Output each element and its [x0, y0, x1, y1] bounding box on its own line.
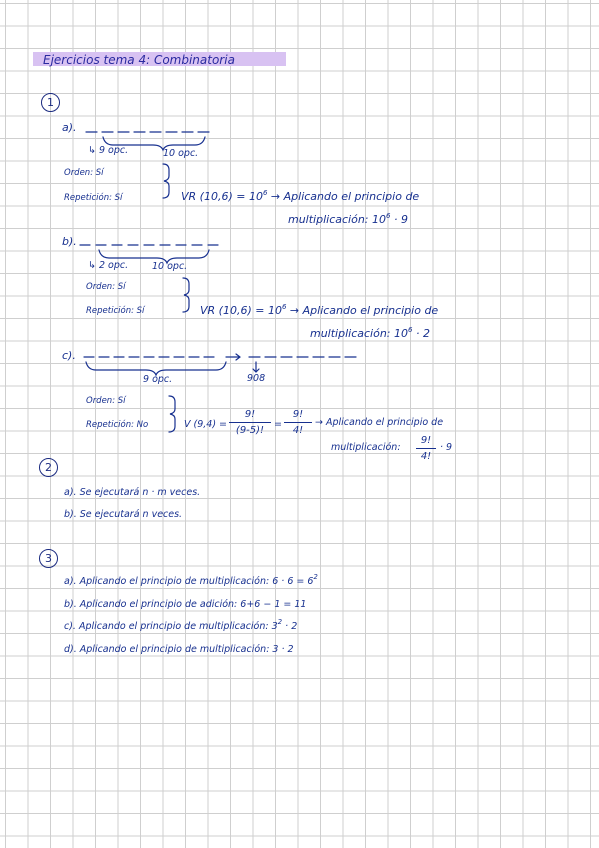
ex1-c-equals: = — [274, 419, 282, 430]
ex3-c-base: c). Aplicando el principio de multiplicación: 3 — [64, 621, 278, 632]
ex1-c-fixed: 908 — [247, 373, 266, 384]
ex1-b-line2-exp: 6 — [408, 326, 413, 334]
ex1-c-frac1-num: 9! — [244, 409, 256, 420]
exercise-2-number: 2 — [39, 458, 58, 477]
ex1-a-arrow-text: → Aplicando el principio de — [270, 190, 420, 203]
ex3-d: d). Aplicando el principio de multiplicación: 3 · 2 — [64, 644, 294, 655]
ex1-a-line2-base: multiplicación: 10 — [288, 213, 387, 226]
ex1-b-formula-exp: 6 — [281, 303, 287, 311]
ex1-c-frac2-den: 4! — [292, 425, 304, 436]
ex1-c-opt1: 9 opc. — [143, 374, 173, 385]
ex1-a-opt2: 10 opc. — [163, 148, 199, 159]
ex1-c-orden: Orden: Sí — [86, 396, 126, 406]
exercise-1-number: 1 — [41, 93, 60, 112]
ex1-c-line2-tail: · 9 — [440, 442, 453, 453]
ex1-a-line2-tail: · 9 — [393, 213, 408, 226]
ex1-c-fraction-3 — [416, 435, 436, 462]
ex1-c-frac2-num: 9! — [292, 409, 304, 420]
ex3-a-exp: 2 — [313, 573, 318, 581]
ex1-a-line2 — [288, 214, 408, 225]
ex1-c-v-label: V (9,4) = — [184, 419, 228, 430]
ex1-a-line2-exp: 6 — [386, 212, 391, 220]
ex3-b: b). Aplicando el principio de adición: 6+6 − 1 = 11 — [64, 599, 307, 610]
ex1-c-frac3-den: 4! — [420, 451, 432, 462]
page-title: Ejercicios tema 4: Combinatoria — [43, 53, 235, 67]
ex1-b-formula — [200, 305, 438, 316]
fraction-bar — [229, 422, 271, 423]
fraction-bar — [284, 422, 312, 423]
ex1-a-formula — [181, 191, 419, 202]
ex1-c-fraction-1 — [229, 409, 271, 436]
exercise-3-number: 3 — [39, 549, 58, 568]
ex1-a-orden: Orden: Sí — [64, 168, 104, 178]
ex1-b-arrow-text: → Aplicando el principio de — [289, 304, 439, 317]
ex3-a — [64, 573, 318, 587]
ex1-c-line2: multiplicación: — [331, 442, 401, 453]
ex1-c-label: c). — [62, 349, 76, 362]
ex1-c-arrow-text: → Aplicando el principio de — [315, 417, 444, 428]
ex1-a-formula-base: VR (10,6) = 10 — [181, 190, 263, 203]
ex1-c-repeticion: Repetición: No — [86, 420, 149, 430]
ex1-b-label: b). — [62, 235, 77, 248]
ex2-a: a). Se ejecutará n · m veces. — [64, 487, 201, 498]
ex1-b-line2 — [310, 328, 430, 339]
ex1-c-frac3-num: 9! — [420, 435, 432, 446]
ex1-b-opt2: 10 opc. — [152, 261, 188, 272]
ex1-b-repeticion: Repetición: Sí — [86, 306, 145, 316]
ex1-b-formula-base: VR (10,6) = 10 — [200, 304, 282, 317]
ex1-b-line2-tail: · 2 — [415, 327, 430, 340]
ex1-c-fraction-2 — [284, 409, 312, 436]
fraction-bar — [416, 448, 436, 449]
ex3-c-exp: 2 — [277, 618, 283, 626]
ex3-a-base: a). Aplicando el principio de multiplicación: 6 · 6 = 6 — [64, 576, 314, 587]
ex1-b-orden: Orden: Sí — [86, 282, 126, 292]
ex1-c-frac1-den: (9-5)! — [235, 425, 265, 436]
ex1-a-label: a). — [62, 121, 77, 134]
ex1-b-opt1: ↳ 2 opc. — [88, 260, 129, 271]
ex2-b: b). Se ejecutará n veces. — [64, 509, 183, 520]
ex3-c-tail: · 2 — [285, 621, 298, 632]
ex1-a-formula-exp: 6 — [262, 189, 268, 197]
ex1-a-repeticion: Repetición: Sí — [64, 193, 123, 203]
ex1-b-line2-base: multiplicación: 10 — [310, 327, 409, 340]
ex3-c — [64, 618, 298, 632]
ex1-a-opt1: ↳ 9 opc. — [88, 145, 129, 156]
